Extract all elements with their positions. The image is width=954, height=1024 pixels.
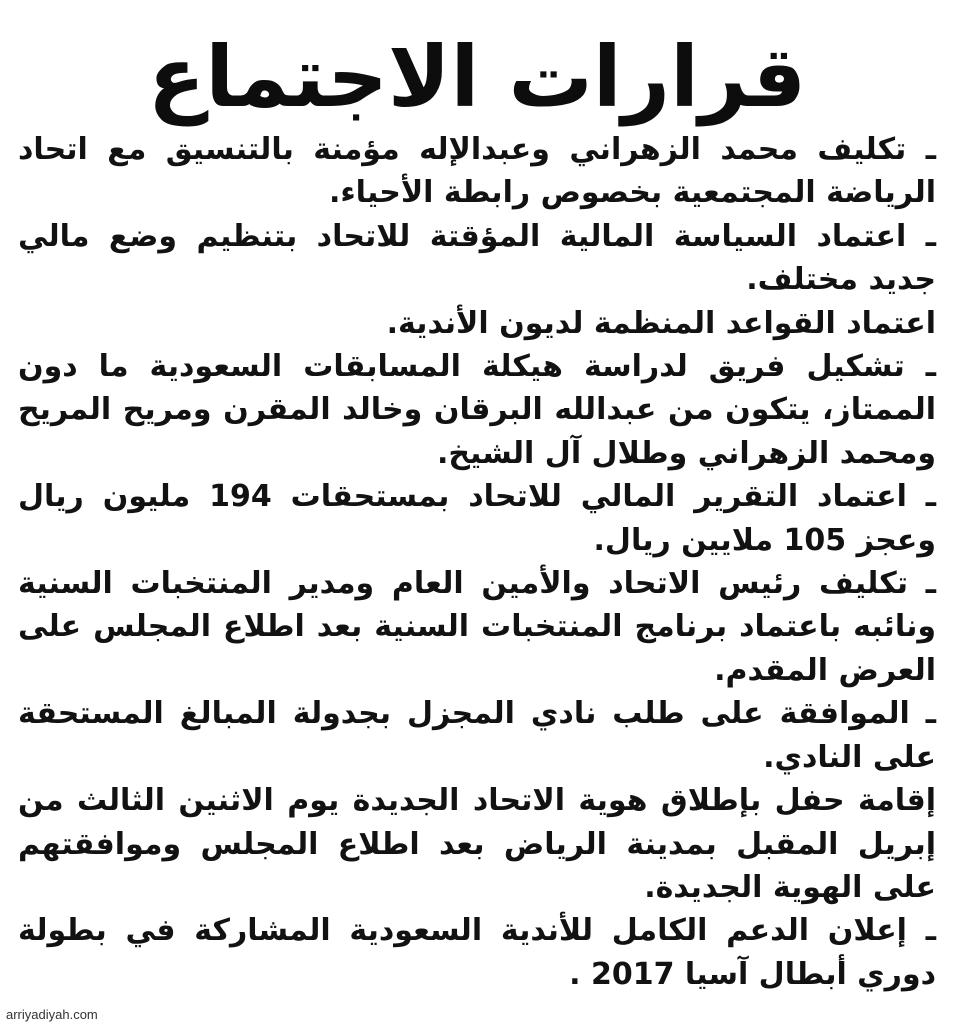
decision-item-6: ـ تكليف رئيس الاتحاد والأمين العام ومدير المنتخبات السنية ونائبه باعتماد برنامج المنتخبات السنية بعد اطلاع المجلس على العرض المقدم. xyxy=(18,566,936,688)
decision-item-1: ـ تكليف محمد الزهراني وعبدالإله مؤمنة بالتنسيق مع اتحاد الرياضة المجتمعية بخصوص رابطة الأحياء. xyxy=(18,132,936,211)
headline: قرارات الاجتماع xyxy=(147,28,807,126)
decision-item-9: ـ إعلان الدعم الكامل للأندية السعودية المشاركة في بطولة دوري أبطال آسيا 2017 . xyxy=(18,913,936,992)
source-watermark: arriyadiyah.com xyxy=(6,1007,98,1022)
decision-item-3: اعتماد القواعد المنظمة لديون الأندية. xyxy=(386,305,936,341)
decision-item-5: ـ اعتماد التقرير المالي للاتحاد بمستحقات 194 مليون ريال وعجز 105 ملايين ريال. xyxy=(18,479,936,558)
decision-item-8: إقامة حفل بإطلاق هوية الاتحاد الجديدة يوم الاثنين الثالث من إبريل المقبل بمدينة الرياض بعد اطلاع المجلس وموافقتهم على الهوية الجديدة. xyxy=(18,783,936,905)
decision-item-7: ـ الموافقة على طلب نادي المجزل بجدولة المبالغ المستحقة على النادي. xyxy=(18,696,936,775)
decision-item-4: ـ تشكيل فريق لدراسة هيكلة المسابقات السعودية ما دون الممتاز، يتكون من عبدالله البرقان وخالد المقرن ومريح المريح ومحمد الزهراني وطلال آل الشيخ. xyxy=(18,349,936,471)
decision-item-2: ـ اعتماد السياسة المالية المؤقتة للاتحاد بتنظيم وضع مالي جديد مختلف. xyxy=(18,218,936,298)
decisions-list xyxy=(18,128,936,996)
